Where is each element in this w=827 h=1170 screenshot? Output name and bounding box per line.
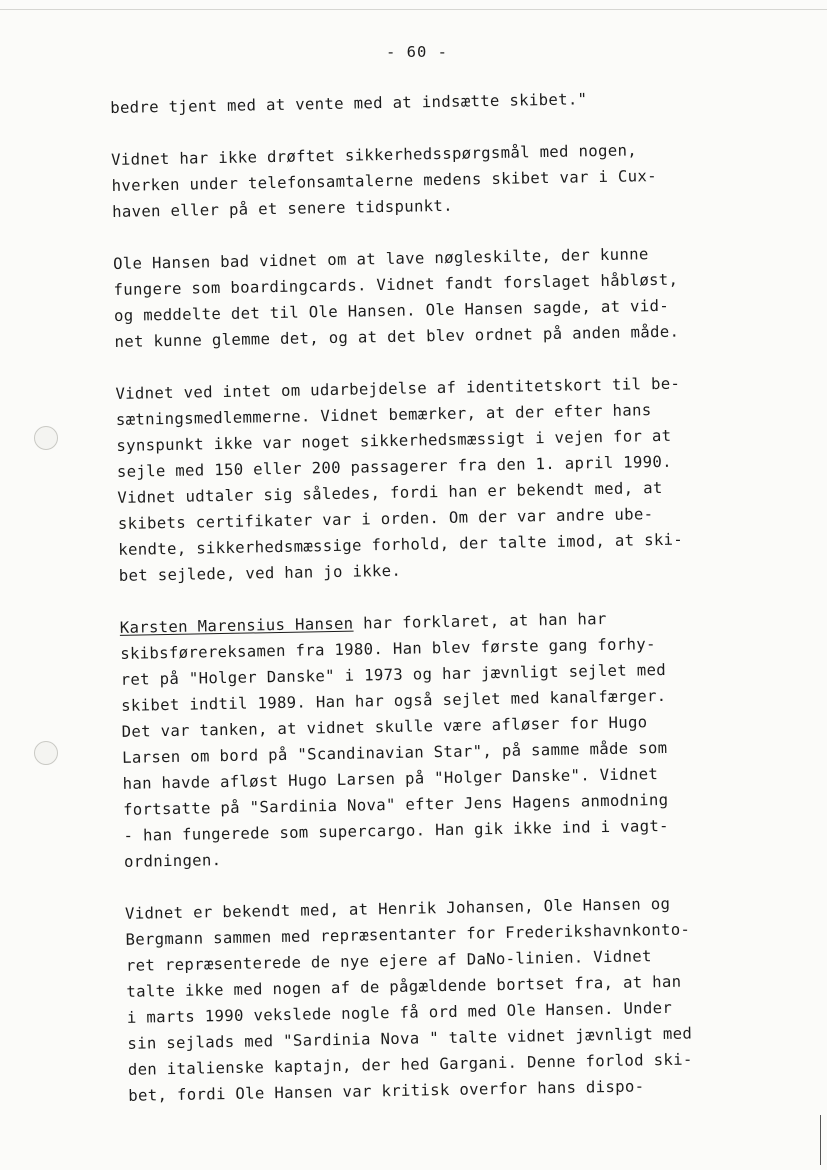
text-line: skibsførereksamen fra 1980. Han blev første gang forhy- (120, 635, 656, 663)
text-line: Det var tanken, at vidnet skulle være afløser for Hugo (121, 713, 648, 741)
page-number: - 60 - (386, 43, 448, 61)
text-line: hverken under telefonsamtalerne medens skibet var i Cux- (111, 166, 658, 195)
first-line-rest: har forklaret, at han har (353, 609, 607, 633)
text-line: bedre tjent med at vente med at indsætte skibet." (110, 90, 588, 117)
text-line: net kunne glemme det, og at det blev ordnet på anden måde. (114, 322, 680, 351)
text-line: fungere som boardingcards. Vidnet fandt forslaget håbløst, (113, 270, 679, 299)
text-line: haven eller på et senere tidspunkt. (111, 196, 454, 221)
text-line: sætningsmedlemmerne. Vidnet bemærker, at der efter hans (115, 401, 652, 429)
text-line: Larsen om bord på "Scandinavian Star", på samme måde som (121, 738, 668, 767)
text-line: bet sejlede, ved han jo ikke. (118, 561, 402, 585)
witness-name: Karsten Marensius Hansen (119, 614, 354, 637)
text-line: ordningen. (123, 851, 222, 871)
text-line: og meddelte det til Ole Hansen. Ole Hansen sagde, at vid- (113, 296, 670, 325)
text-line: Vidnet er bekendt med, at Henrik Johansen, Ole Hansen og (124, 894, 671, 923)
text-line: Vidnet udtaler sig således, fordi han er bekendt med, at (117, 478, 663, 507)
text-line: talte ikke med nogen af de pågældende bortset fra, at han (126, 972, 682, 1001)
text-line: skibets certifikater var i orden. Om der var andre ube- (117, 505, 654, 533)
text-line: Bergmann sammen med repræsentanter for Frederikshavnkonto- (125, 920, 691, 949)
margin-mark (820, 1115, 821, 1165)
paragraph-witness-testimony (120, 604, 730, 875)
text-line: bet, fordi Ole Hansen var kritisk overfor hans dispo- (128, 1077, 645, 1105)
text-line: Ole Hansen bad vidnet om at lave nøgleskilte, der kunne (112, 245, 649, 273)
text-line: i marts 1990 vekslede nogle få ord med Ole Hansen. Under (126, 998, 673, 1027)
text-line: ret på "Holger Danske" i 1973 og har jævnligt sejlet med (120, 660, 667, 689)
text-line: Vidnet har ikke drøftet sikkerhedsspørgsmål med nogen, (111, 141, 638, 169)
text-line: fortsatte på "Sardinia Nova" efter Jens Hagens anmodning (122, 790, 669, 819)
top-scan-edge (0, 9, 827, 10)
paragraph-key-tags (113, 240, 720, 355)
punch-hole-upper (34, 426, 58, 450)
text-line: den italienske kaptajn, der hed Gargani. Denne forlod ski- (127, 1050, 693, 1079)
text-line: skibet indtil 1989. Han har også sejlet med kanalfærger. (121, 686, 667, 715)
text-line: han havde afløst Hugo Larsen på "Holger Danske". Vidnet (122, 765, 659, 793)
punch-hole-lower (34, 741, 58, 765)
text-line: kendte, sikkerhedsmæssige forhold, der talte imod, at ski- (118, 530, 684, 559)
text-line: sin sejlads med "Sardinia Nova " talte vidnet jævnligt med (127, 1024, 693, 1053)
text-line: ret repræsenterede de nye ejere af DaNo-linien. Vidnet (125, 947, 652, 975)
document-body (110, 84, 733, 1109)
paragraph-new-owners (125, 890, 734, 1109)
paragraph-quote-end (110, 84, 715, 121)
paragraph-identity-cards (115, 370, 724, 589)
text-line: synspunkt ikke var noget sikkerhedsmæssigt i vejen for at (116, 426, 672, 455)
text-line: - han fungerede som supercargo. Han gik ikke ind i vagt- (123, 816, 669, 845)
paragraph-security-discussion (111, 136, 717, 225)
text-line: sejle med 150 eller 200 passagerer fra den 1. april 1990. (116, 452, 673, 481)
text-line: Vidnet ved intet om udarbejdelse af identitetskort til be- (115, 374, 681, 403)
